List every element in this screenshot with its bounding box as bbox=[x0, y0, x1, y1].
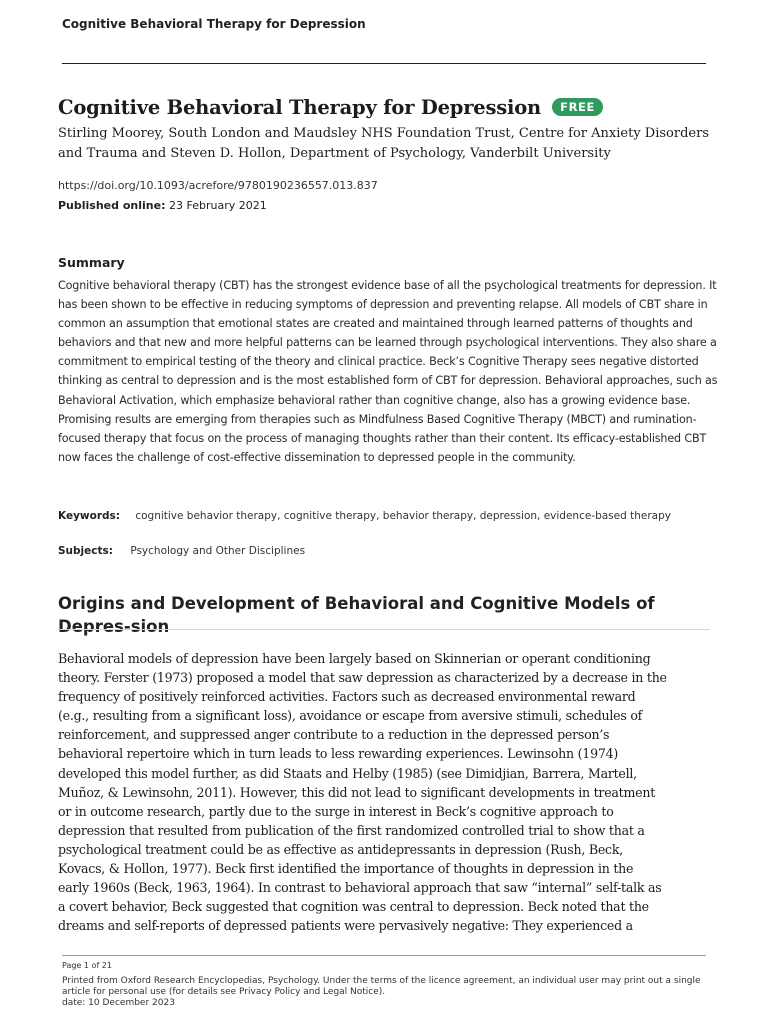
section-heading: Origins and Development of Behavioral and Cognitive Models of Depres-sion bbox=[58, 593, 655, 636]
keywords-label: Keywords: bbox=[58, 510, 120, 522]
body-line: depression that resulted from publication of the first randomized controlled trial to show that a bbox=[58, 822, 645, 838]
free-badge: FREE bbox=[552, 98, 603, 116]
keywords-value[interactable]: cognitive behavior therapy, cognitive therapy, behavior therapy, depression, evidence-based therapy bbox=[135, 510, 671, 522]
article-authors: Stirling Moorey, South London and Maudsley NHS Foundation Trust, Centre for Anxiety Disorders and Trauma and Steven D. Hollon, Department of Psychology, Vanderbilt University bbox=[58, 126, 709, 161]
page-number: Page 1 of 21 bbox=[62, 961, 112, 970]
body-line: Behavioral models of depression have been largely based on Skinnerian or operant conditioning bbox=[58, 651, 651, 666]
body-line: frequency of positively reinforced activities. Factors such as decreased environmental reward bbox=[58, 689, 636, 705]
body-line: theory. Ferster (1973) proposed a model that saw depression as characterized by a decrease in the bbox=[58, 670, 667, 686]
subjects-row bbox=[58, 545, 305, 557]
doi-link[interactable]: https://doi.org/10.1093/acrefore/9780190236557.013.837 bbox=[58, 179, 378, 192]
footer-note bbox=[62, 976, 722, 1009]
section-body bbox=[58, 649, 718, 935]
header-divider bbox=[62, 63, 706, 64]
keywords-row bbox=[58, 510, 671, 522]
section-divider bbox=[58, 629, 710, 630]
subjects-label: Subjects: bbox=[58, 545, 113, 557]
body-line: psychological treatment could be as effective as antidepressants in depression (Rush, Beck, bbox=[58, 841, 623, 857]
footer-divider bbox=[62, 955, 706, 956]
published-label: Published online: bbox=[58, 199, 166, 212]
published-date: 23 February 2021 bbox=[168, 199, 267, 212]
footer-date: date: 10 December 2023 bbox=[62, 998, 175, 1008]
body-line: or in outcome research, partly due to the surge in interest in Beck’s cognitive approach to bbox=[58, 803, 614, 819]
article-title-row bbox=[58, 96, 718, 119]
body-line: a covert behavior, Beck suggested that cognition was central to depression. Beck noted that the bbox=[58, 899, 649, 915]
body-line: dreams and self-reports of depressed patients were pervasively negative: They experienced a bbox=[58, 918, 633, 934]
body-line: developed this model further, as did Staats and Helby (1985) (see Dimidjian, Barrera, Martell, bbox=[58, 765, 637, 781]
body-line: reinforcement, and suppressed anger contribute to a reduction in the depressed person’s bbox=[58, 727, 610, 743]
body-line: (e.g., resulting from a significant loss), avoidance or escape from aversive stimuli, schedules of bbox=[58, 708, 643, 724]
published-info bbox=[58, 199, 267, 212]
body-line: Muñoz, & Lewinsohn, 2011). However, this did not lead to significant developments in treatment bbox=[58, 784, 656, 800]
body-line: early 1960s (Beck, 1963, 1964). In contrast to behavioral approach that saw “internal” self-talk as bbox=[58, 880, 662, 896]
running-head: Cognitive Behavioral Therapy for Depression bbox=[62, 17, 366, 31]
body-line: behavioral repertoire which in turn leads to less rewarding experiences. Lewinsohn (1974) bbox=[58, 746, 619, 762]
article-title: Cognitive Behavioral Therapy for Depression bbox=[58, 96, 542, 119]
footer-licence-text: Printed from Oxford Research Encyclopedias, Psychology. Under the terms of the licence agreement, an individual user may print out a single article for personal use (for details see Privacy Policy and Legal Notice). bbox=[62, 976, 701, 997]
summary-heading: Summary bbox=[58, 255, 125, 270]
body-line: Kovacs, & Hollon, 1977). Beck first identified the importance of thoughts in depression in the bbox=[58, 861, 634, 877]
subjects-value[interactable]: Psychology and Other Disciplines bbox=[130, 545, 306, 557]
summary-text: Cognitive behavioral therapy (CBT) has the strongest evidence base of all the psychological treatments for depression. It has been shown to be effective in reducing symptoms of depression and preventing relapse. All models of CBT share in common an assumption that emotional states are created and maintained through learned patterns of thoughts and behaviors and that new and more helpful patterns can be learned through psychological interventions. They also share a commitment to empirical testing of the theory and clinical practice. Beck’s Cognitive Therapy sees negative distorted thinking as central to depression and is the most established form of CBT for depression. Behavioral approaches, such as Behavioral Activation, which emphasize behavioral rather than cognitive change, also has a growing evidence base. Promising results are emerging from therapies such as Mindfulness Based Cognitive Therapy (MBCT) and rumination-focused therapy that focus on the process of managing thoughts rather than their content. Its efficacy-established CBT now faces the challenge of cost-effective dissemination to depressed people in the community. bbox=[58, 279, 718, 464]
